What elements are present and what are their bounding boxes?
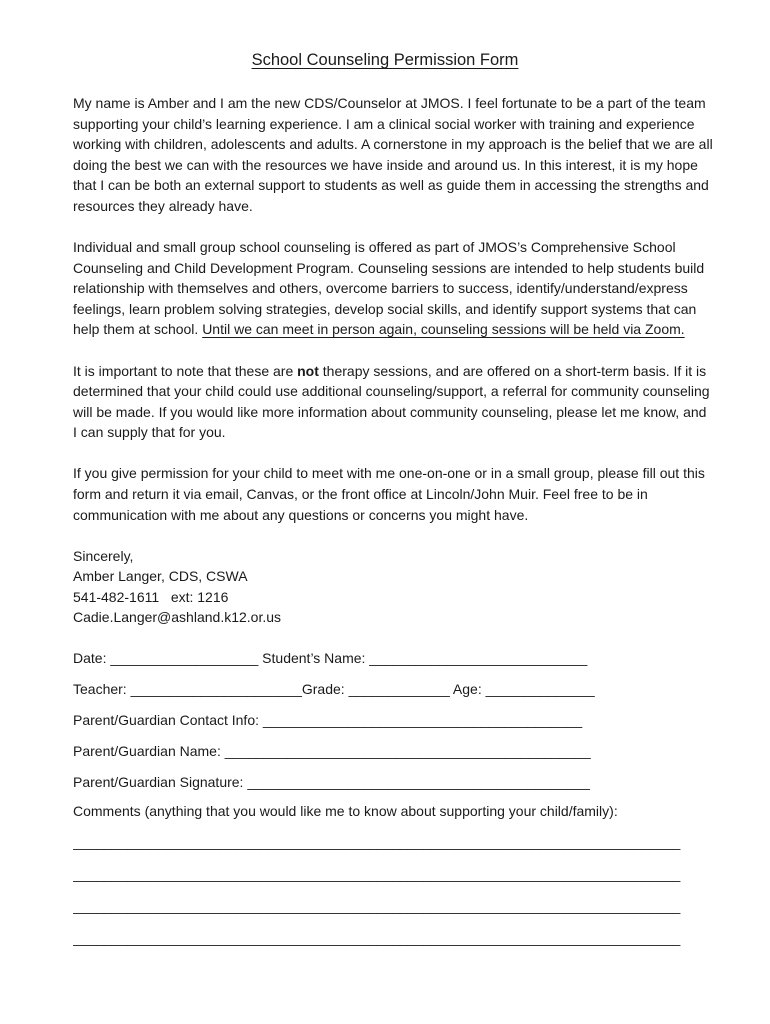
permission-paragraph: If you give permission for your child to meet with me one-on-one or in a small group, please fill out this form and return it via email, Canvas, or the front office at Lincoln/John Muir. Feel free to be in communication with me about any questions or concerns you might have. [73,465,705,523]
signature-email: Cadie.Langer@ashland.k12.or.us [73,609,282,626]
comments-label: Comments (anything that you would like me to know about supporting your child/family): [73,803,618,820]
form-title: School Counseling Permission Form [251,51,519,69]
comment-line[interactable]: ______________________________________________________________________________ [73,866,681,883]
comment-line[interactable]: ______________________________________________________________________________ [73,834,681,851]
guardian-name-field[interactable]: Parent/Guardian Name: _______________________________________________ [73,743,591,760]
comment-line[interactable]: ______________________________________________________________________________ [73,930,681,947]
therapy-text-before: It is important to note that these are [73,362,298,379]
therapy-text-bold: not [297,362,319,379]
date-student-field[interactable]: Date: ___________________ Student’s Name: ____________________________ [73,650,588,667]
signature-name: Amber Langer, CDS, CSWA [73,568,248,585]
form-body [73,93,713,960]
signature-phone: 541-482-1611 ext: 1216 [73,588,229,605]
program-paragraph [73,237,713,340]
therapy-text-after: therapy sessions, and are offered on a short-term basis. If it is determined that your child could use additional counseling/support, a referral for community counseling will be made. If you would like more information about community counseling, please let me know, and I can supply that for you. [73,362,710,441]
zoom-notice: Until we can meet in person again, counseling sessions will be held via Zoom. [202,321,685,338]
signature-block [73,546,713,628]
program-text: Individual and small group school counseling is offered as part of JMOS’s Comprehensive School Counseling and Child Development Program. Counseling sessions are intended to help students build relationship with themselves and others, overcome barriers to success, identify/understand/express feelings, learn problem solving strategies, develop social skills, and identify support systems that can help them at school. [73,239,705,338]
therapy-paragraph [73,361,713,443]
comment-line[interactable]: ______________________________________________________________________________ [73,898,681,915]
teacher-grade-age-field[interactable]: Teacher: ______________________Grade: _____________ Age: ______________ [73,681,595,698]
signature-closing: Sincerely, [73,547,134,564]
guardian-signature-field[interactable]: Parent/Guardian Signature: ____________________________________________ [73,774,590,791]
intro-paragraph: My name is Amber and I am the new CDS/Counselor at JMOS. I feel fortunate to be a part of the team supporting your child’s learning experience. I am a clinical social worker with training and experience working with children, adolescents and adults. A cornerstone in my approach is the belief that we are all doing the best we can with the resources we have inside and around us. In this interest, it is my hope that I can be both an external support to students as well as guide them in accessing the strengths and resources they already have. [73,95,713,214]
contact-info-field[interactable]: Parent/Guardian Contact Info: _________________________________________ [73,712,583,729]
